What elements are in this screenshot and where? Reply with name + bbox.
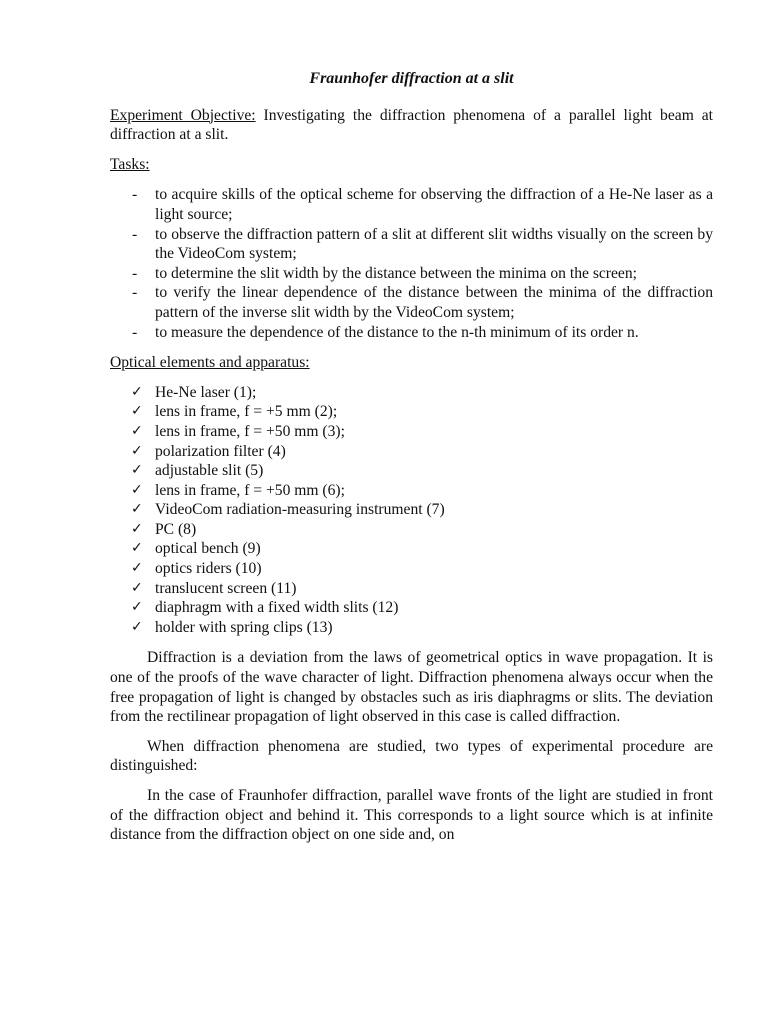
task-text: to determine the slit width by the distance between the minima on the screen; — [155, 264, 637, 282]
page-title: Fraunhofer diffraction at a slit — [309, 70, 514, 87]
checkmark-icon: ✓ — [131, 520, 143, 537]
apparatus-text: He-Ne laser (1); — [155, 383, 257, 401]
checkmark-icon: ✓ — [131, 501, 143, 518]
apparatus-item — [110, 579, 713, 599]
task-item — [110, 283, 713, 322]
apparatus-text: lens in frame, f = +50 mm (3); — [155, 422, 345, 440]
body-paragraph: When diffraction phenomena are studied, two types of experimental procedure are distinguished: — [110, 737, 713, 775]
apparatus-heading — [110, 353, 713, 373]
checkmark-icon: ✓ — [131, 540, 143, 557]
apparatus-text: lens in frame, f = +50 mm (6); — [155, 481, 345, 499]
apparatus-item — [110, 598, 713, 618]
apparatus-item — [110, 559, 713, 579]
checkmark-icon: ✓ — [131, 383, 143, 400]
task-text: to verify the linear dependence of the distance between the minima of the diffraction pattern of the inverse slit width by the VideoCom system; — [155, 284, 713, 321]
checkmark-icon: ✓ — [131, 462, 143, 479]
apparatus-item — [110, 422, 713, 442]
checkmark-icon: ✓ — [131, 599, 143, 616]
task-text: to measure the dependence of the distance to the n-th minimum of its order n. — [155, 323, 639, 341]
tasks-list — [110, 185, 713, 342]
dash-bullet: - — [132, 225, 138, 243]
task-item — [110, 323, 713, 343]
task-item — [110, 185, 713, 224]
apparatus-text: VideoCom radiation-measuring instrument (7) — [155, 501, 445, 519]
body-paragraph: In the case of Fraunhofer diffraction, parallel wave fronts of the light are studied in front of the diffraction object and behind it. This corresponds to a light source which is at infinite distance from the diffraction object on one side and, on — [110, 787, 713, 844]
apparatus-item — [110, 383, 713, 403]
apparatus-text: lens in frame, f = +5 mm (2); — [155, 403, 338, 421]
apparatus-item — [110, 442, 713, 462]
task-text: to observe the diffraction pattern of a slit at different slit widths visually on the screen by the VideoCom system; — [155, 225, 713, 263]
apparatus-item — [110, 539, 713, 559]
checkmark-icon: ✓ — [131, 579, 143, 596]
checkmark-icon: ✓ — [131, 560, 143, 577]
task-item — [110, 225, 713, 264]
apparatus-text: diaphragm with a fixed width slits (12) — [155, 599, 399, 617]
apparatus-text: polarization filter (4) — [155, 442, 286, 460]
objective-paragraph — [110, 106, 713, 145]
apparatus-item — [110, 618, 713, 638]
apparatus-text: optical bench (9) — [155, 540, 261, 558]
body-paragraph: Diffraction is a deviation from the laws of geometrical optics in wave propagation. It is one of the proofs of the wave character of light. Diffraction phenomena always occur when the free propagation of light is changed by obstacles such as iris diaphragms or slits. The deviation from the rectilinear propagation of light observed in this case is called diffraction. — [110, 649, 713, 726]
tasks-label: Tasks: — [110, 155, 150, 173]
checkmark-icon: ✓ — [131, 618, 143, 635]
objective-text: Investigating the diffraction phenomena of a parallel light beam at diffraction at a slit. — [110, 106, 713, 144]
dash-bullet: - — [132, 186, 138, 204]
dash-bullet: - — [132, 284, 138, 302]
tasks-heading — [110, 155, 713, 175]
apparatus-label: Optical elements and apparatus: — [110, 354, 310, 372]
apparatus-item — [110, 461, 713, 481]
checkmark-icon: ✓ — [131, 422, 143, 439]
apparatus-text: holder with spring clips (13) — [155, 618, 333, 636]
checkmark-icon: ✓ — [131, 403, 143, 420]
apparatus-text: translucent screen (11) — [155, 579, 297, 597]
apparatus-item — [110, 402, 713, 422]
dash-bullet: - — [132, 323, 138, 341]
dash-bullet: - — [132, 264, 138, 282]
task-item — [110, 264, 713, 284]
checkmark-icon: ✓ — [131, 481, 143, 498]
apparatus-text: PC (8) — [155, 520, 197, 538]
apparatus-list — [110, 383, 713, 638]
apparatus-item — [110, 481, 713, 501]
task-text: to acquire skills of the optical scheme for observing the diffraction of a He-Ne laser as a light source; — [155, 186, 713, 223]
checkmark-icon: ✓ — [131, 442, 143, 459]
objective-label: Experiment Objective: — [110, 106, 256, 124]
apparatus-item — [110, 520, 713, 540]
apparatus-text: optics riders (10) — [155, 560, 262, 578]
apparatus-text: adjustable slit (5) — [155, 462, 264, 480]
apparatus-item — [110, 500, 713, 520]
